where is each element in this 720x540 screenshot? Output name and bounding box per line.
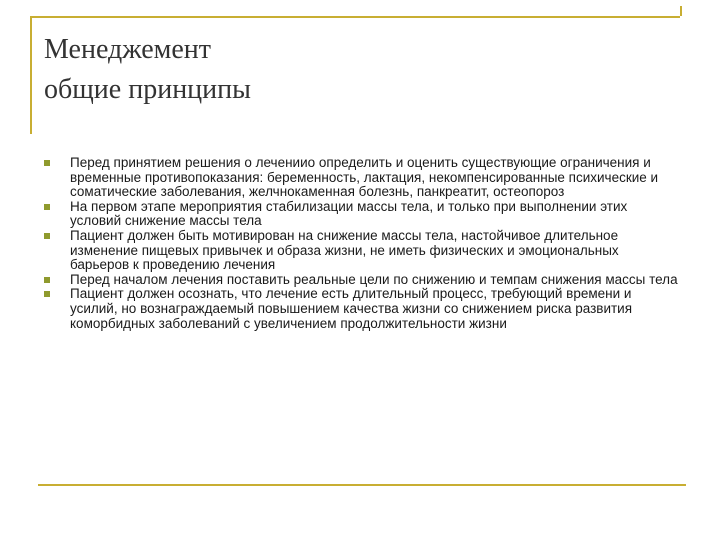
list-item xyxy=(44,200,680,229)
list-item xyxy=(44,273,680,288)
list-item-text: Перед принятием решения о лечениио определить и оценить существующие ограничения и временные противопоказания: беременность, лактация, некомпенсированные психические и соматические заболевания, желчнокаменная болезнь, панкреатит, остеопороз xyxy=(70,155,659,200)
square-bullet-icon xyxy=(44,204,50,210)
square-bullet-icon xyxy=(44,233,50,239)
title-line-1: Менеджемент xyxy=(44,34,212,65)
list-item xyxy=(44,229,680,273)
list-item xyxy=(44,287,680,331)
left-divider xyxy=(30,16,32,134)
top-divider xyxy=(30,16,680,18)
bottom-divider xyxy=(38,484,686,486)
square-bullet-icon xyxy=(44,160,50,166)
right-tick xyxy=(680,6,682,16)
list-item-text: Пациент должен осознать, что лечение есть длительный процесс, требующий времени и усилий, но вознаграждаемый повышением качества жизни со снижением риска развития коморбидных заболеваний с увеличением продолжительности жизни xyxy=(70,286,633,331)
title-line-2: общие принципы xyxy=(44,74,251,105)
square-bullet-icon xyxy=(44,277,50,283)
square-bullet-icon xyxy=(44,291,50,297)
list-item-text: На первом этапе мероприятия стабилизации массы тела, и только при выполнении этих условий снижение массы тела xyxy=(70,198,628,229)
slide-title xyxy=(44,30,644,110)
list-item xyxy=(44,156,680,200)
bullet-list xyxy=(44,156,680,331)
list-item-text: Пациент должен быть мотивирован на снижение массы тела, настойчивое длительное изменение пищевых привычек и образа жизни, не иметь физических и эмоциональных барьеров к проведению лечения xyxy=(70,227,619,273)
list-item-text: Перед началом лечения поставить реальные цели по снижению и темпам снижения массы тела xyxy=(70,271,678,287)
